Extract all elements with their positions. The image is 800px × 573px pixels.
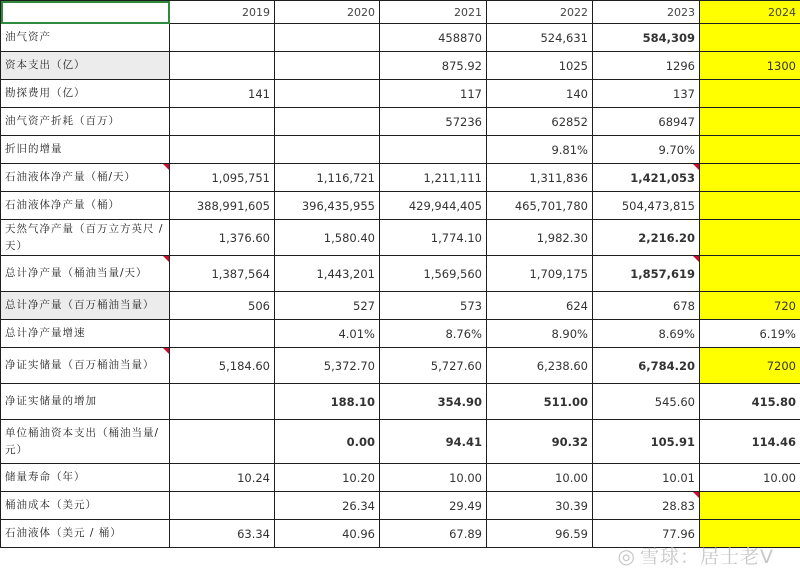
table-cell[interactable] xyxy=(700,192,800,220)
table-cell[interactable]: 57236 xyxy=(380,108,487,136)
table-cell[interactable] xyxy=(700,108,800,136)
table-cell[interactable]: 0.00 xyxy=(275,420,380,464)
table-row xyxy=(1,420,800,464)
row-label[interactable]: 净证实储量（百万桶油当量） xyxy=(1,348,170,384)
table-cell[interactable]: 545.60 xyxy=(593,384,700,420)
cell-a1[interactable] xyxy=(1,1,170,24)
table-cell[interactable]: 388,991,605 xyxy=(170,192,275,220)
table-cell[interactable]: 117 xyxy=(380,80,487,108)
table-cell[interactable]: 573 xyxy=(380,292,487,320)
table-cell[interactable]: 458870 xyxy=(380,24,487,52)
table-cell[interactable] xyxy=(170,52,275,80)
comment-marker-icon xyxy=(693,164,699,170)
table-cell[interactable]: 1025 xyxy=(487,52,593,80)
table-cell[interactable]: 4.01% xyxy=(275,320,380,348)
table-cell[interactable]: 10.24 xyxy=(170,464,275,492)
table-cell[interactable]: 2,216.20 xyxy=(593,220,700,256)
table-cell[interactable]: 105.91 xyxy=(593,420,700,464)
table-cell[interactable]: 8.90% xyxy=(487,320,593,348)
table-cell[interactable]: 624 xyxy=(487,292,593,320)
table-cell[interactable]: 354.90 xyxy=(380,384,487,420)
year-header-2022[interactable]: 2022 xyxy=(487,1,593,24)
table-row xyxy=(1,164,800,192)
table-cell[interactable]: 1,116,721 xyxy=(275,164,380,192)
table-cell[interactable]: 1,580.40 xyxy=(275,220,380,256)
table-row xyxy=(1,492,800,520)
table-cell[interactable]: 90.32 xyxy=(487,420,593,464)
table-cell[interactable]: 29.49 xyxy=(380,492,487,520)
row-label[interactable]: 单位桶油资本支出（桶油当量/元） xyxy=(1,420,170,464)
table-cell[interactable] xyxy=(170,384,275,420)
table-cell[interactable] xyxy=(170,108,275,136)
year-header-2023[interactable]: 2023 xyxy=(593,1,700,24)
table-cell[interactable]: 1300 xyxy=(700,52,800,80)
table-cell[interactable] xyxy=(275,108,380,136)
table-row xyxy=(1,348,800,384)
table-cell[interactable] xyxy=(170,136,275,164)
row-label[interactable]: 储量寿命（年） xyxy=(1,464,170,492)
table-cell[interactable]: 9.81% xyxy=(487,136,593,164)
table-cell[interactable]: 5,372.70 xyxy=(275,348,380,384)
table-cell[interactable]: 140 xyxy=(487,80,593,108)
row-label[interactable]: 油气资产折耗（百万） xyxy=(1,108,170,136)
table-row xyxy=(1,192,800,220)
table-cell[interactable]: 527 xyxy=(275,292,380,320)
table-cell[interactable]: 1,095,751 xyxy=(170,164,275,192)
table-cell[interactable]: 9.70% xyxy=(593,136,700,164)
table-cell[interactable]: 1,569,560 xyxy=(380,256,487,292)
table-cell[interactable]: 1,387,564 xyxy=(170,256,275,292)
year-header-2019[interactable]: 2019 xyxy=(170,1,275,24)
row-label[interactable]: 折旧的增量 xyxy=(1,136,170,164)
table-cell[interactable]: 94.41 xyxy=(380,420,487,464)
row-label[interactable]: 总计净产量增速 xyxy=(1,320,170,348)
table-cell[interactable]: 6,238.60 xyxy=(487,348,593,384)
comment-marker-icon xyxy=(163,164,169,170)
comment-marker-icon xyxy=(163,256,169,262)
year-header-2021[interactable]: 2021 xyxy=(380,1,487,24)
table-cell[interactable]: 10.00 xyxy=(487,464,593,492)
table-cell[interactable]: 67.89 xyxy=(380,520,487,548)
comment-marker-icon xyxy=(693,492,699,498)
table-cell[interactable]: 1296 xyxy=(593,52,700,80)
row-label[interactable]: 总计净产量（桶油当量/天） xyxy=(1,256,170,292)
table-row xyxy=(1,24,800,52)
table-cell[interactable]: 1,421,053 xyxy=(593,164,700,192)
table-row xyxy=(1,292,800,320)
table-row xyxy=(1,384,800,420)
table-cell[interactable]: 396,435,955 xyxy=(275,192,380,220)
table-cell[interactable]: 96.59 xyxy=(487,520,593,548)
table-cell[interactable]: 504,473,815 xyxy=(593,192,700,220)
table-cell[interactable]: 137 xyxy=(593,80,700,108)
table-cell[interactable] xyxy=(170,320,275,348)
row-label[interactable]: 总计净产量（百万桶油当量） xyxy=(1,292,170,320)
row-label[interactable]: 净证实储量的增加 xyxy=(1,384,170,420)
table-cell[interactable] xyxy=(700,220,800,256)
table-cell[interactable]: 415.80 xyxy=(700,384,800,420)
table-cell[interactable]: 524,631 xyxy=(487,24,593,52)
table-cell[interactable] xyxy=(380,136,487,164)
snowball-icon: ◎ xyxy=(617,544,636,568)
table-cell[interactable]: 5,727.60 xyxy=(380,348,487,384)
table-cell[interactable] xyxy=(275,52,380,80)
row-label[interactable]: 石油液体净产量（桶） xyxy=(1,192,170,220)
table-cell[interactable] xyxy=(700,164,800,192)
table-row xyxy=(1,108,800,136)
table-cell[interactable]: 141 xyxy=(170,80,275,108)
table-cell[interactable]: 5,184.60 xyxy=(170,348,275,384)
table-cell[interactable] xyxy=(700,492,800,520)
table-cell[interactable]: 678 xyxy=(593,292,700,320)
table-cell[interactable]: 10.20 xyxy=(275,464,380,492)
table-cell[interactable]: 10.00 xyxy=(700,464,800,492)
table-cell[interactable] xyxy=(170,492,275,520)
table-cell[interactable]: 6.19% xyxy=(700,320,800,348)
table-cell[interactable]: 1,376.60 xyxy=(170,220,275,256)
row-label[interactable]: 天然气净产量（百万立方英尺 / 天） xyxy=(1,220,170,256)
row-label[interactable]: 石油液体净产量（桶/天） xyxy=(1,164,170,192)
table-cell[interactable]: 1,443,201 xyxy=(275,256,380,292)
table-cell[interactable]: 8.76% xyxy=(380,320,487,348)
table-cell[interactable]: 6,784.20 xyxy=(593,348,700,384)
row-label[interactable]: 石油液体（美元 / 桶） xyxy=(1,520,170,548)
header-row xyxy=(1,1,800,24)
table-cell[interactable]: 30.39 xyxy=(487,492,593,520)
watermark-text: 雪球：居士老V xyxy=(640,546,774,568)
table-cell[interactable] xyxy=(275,24,380,52)
table-cell[interactable]: 77.96 xyxy=(593,520,700,548)
table-cell[interactable] xyxy=(275,136,380,164)
row-label[interactable]: 勘探费用（亿） xyxy=(1,80,170,108)
watermark xyxy=(618,542,774,569)
table-cell[interactable]: 28.83 xyxy=(593,492,700,520)
table-cell[interactable]: 10.01 xyxy=(593,464,700,492)
table-cell[interactable]: 1,774.10 xyxy=(380,220,487,256)
table-row xyxy=(1,220,800,256)
table-row xyxy=(1,52,800,80)
table-cell[interactable] xyxy=(700,24,800,52)
table-cell[interactable]: 465,701,780 xyxy=(487,192,593,220)
table-cell[interactable]: 1,311,836 xyxy=(487,164,593,192)
table-cell[interactable] xyxy=(700,256,800,292)
table-cell[interactable]: 429,944,405 xyxy=(380,192,487,220)
comment-marker-icon xyxy=(693,256,699,262)
table-cell[interactable]: 114.46 xyxy=(700,420,800,464)
table-cell[interactable]: 875.92 xyxy=(380,52,487,80)
table-cell[interactable]: 63.34 xyxy=(170,520,275,548)
row-label[interactable]: 油气资产 xyxy=(1,24,170,52)
table-cell[interactable]: 511.00 xyxy=(487,384,593,420)
table-row xyxy=(1,464,800,492)
table-cell[interactable]: 40.96 xyxy=(275,520,380,548)
table-cell[interactable]: 26.34 xyxy=(275,492,380,520)
comment-marker-icon xyxy=(163,348,169,354)
table-cell[interactable]: 1,982.30 xyxy=(487,220,593,256)
table-cell[interactable]: 68947 xyxy=(593,108,700,136)
table-cell[interactable]: 506 xyxy=(170,292,275,320)
table-cell[interactable]: 1,709,175 xyxy=(487,256,593,292)
table-cell[interactable]: 720 xyxy=(700,292,800,320)
table-row xyxy=(1,136,800,164)
table-cell[interactable] xyxy=(170,24,275,52)
table-cell[interactable] xyxy=(700,80,800,108)
table-cell[interactable] xyxy=(700,136,800,164)
table-cell[interactable]: 8.69% xyxy=(593,320,700,348)
row-label[interactable]: 桶油成本（美元） xyxy=(1,492,170,520)
table-cell[interactable] xyxy=(275,80,380,108)
table-row xyxy=(1,320,800,348)
table-row xyxy=(1,80,800,108)
table-cell[interactable]: 7200 xyxy=(700,348,800,384)
table-cell[interactable] xyxy=(170,420,275,464)
table-cell[interactable]: 188.10 xyxy=(275,384,380,420)
table-cell[interactable]: 1,211,111 xyxy=(380,164,487,192)
year-header-2020[interactable]: 2020 xyxy=(275,1,380,24)
table-cell[interactable]: 1,857,619 xyxy=(593,256,700,292)
row-label[interactable]: 资本支出（亿） xyxy=(1,52,170,80)
table-cell[interactable]: 584,309 xyxy=(593,24,700,52)
table-row xyxy=(1,256,800,292)
year-header-2024[interactable]: 2024 xyxy=(700,1,800,24)
table-cell[interactable]: 62852 xyxy=(487,108,593,136)
table-cell[interactable]: 10.00 xyxy=(380,464,487,492)
